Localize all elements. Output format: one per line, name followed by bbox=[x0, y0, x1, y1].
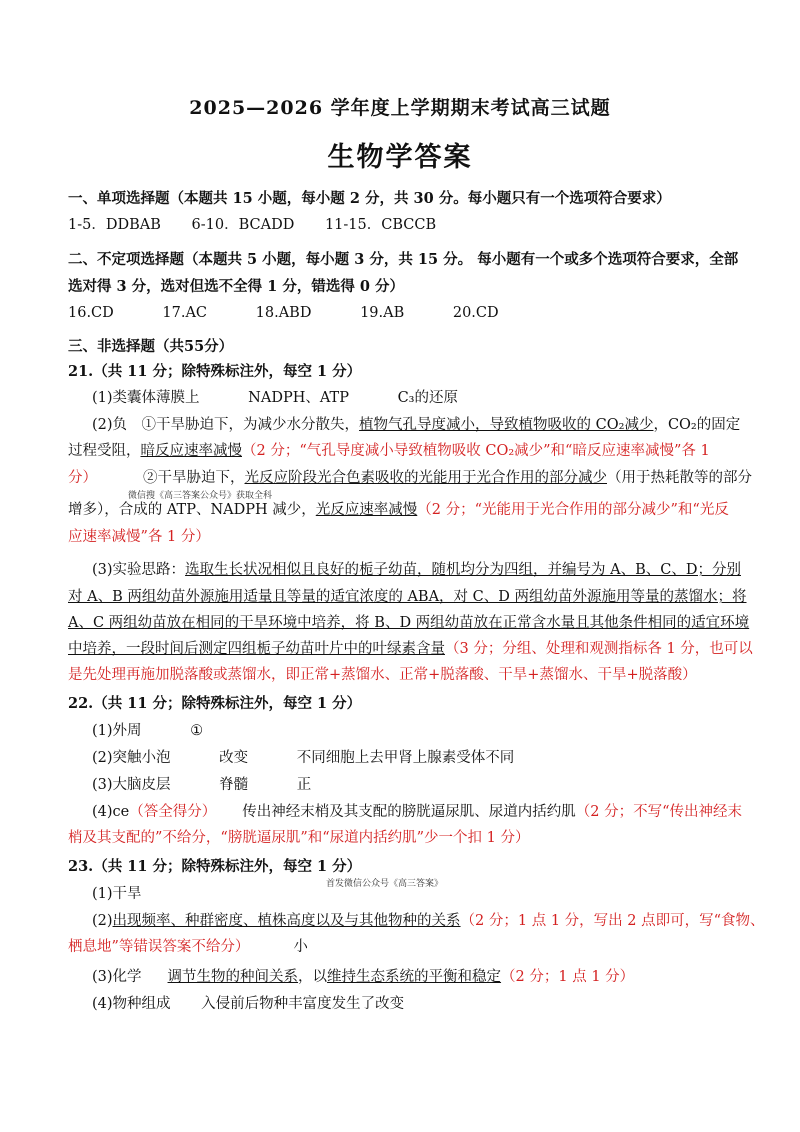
q22-p3-c: 正 bbox=[296, 777, 312, 793]
q21-heading: 21.（共 11 分；除特殊标注外，每空 1 分） bbox=[68, 363, 362, 380]
q22-part2 bbox=[92, 748, 772, 768]
q21-part2-line1 bbox=[92, 415, 772, 435]
q23-part4 bbox=[92, 994, 772, 1014]
q21-p2-text: (2)负 ①干旱胁迫下，为减少水分散失， bbox=[92, 417, 360, 433]
q21-p2-underlined: 暗反应速率减慢 bbox=[140, 443, 242, 459]
q21-p2-text: 增多），合成的 ATP、NADPH 减少， bbox=[68, 502, 316, 518]
answers-11-15: 11-15．CBCCB bbox=[324, 217, 437, 233]
answer-19: 19.AB bbox=[360, 305, 405, 321]
q22-p3-a: (3)大脑皮层 bbox=[92, 777, 171, 793]
section3-heading: 三、非选择题（共55分） bbox=[68, 338, 234, 355]
q21-p1-b: NADPH、ATP bbox=[248, 390, 349, 406]
q21-p2-scoring-note: 分） bbox=[68, 470, 97, 486]
q21-p2-scoring-note: （2 分；“光能用于光合作用的部分减少”和“光反 bbox=[417, 502, 729, 518]
q23-part3 bbox=[92, 967, 772, 987]
q22-part3 bbox=[92, 775, 772, 795]
q21-p2-underlined: 光反应速率减慢 bbox=[315, 502, 418, 518]
q22-p2-a: (2)突触小泡 bbox=[92, 750, 171, 766]
q21-part3-line3: A、C 两组幼苗放在相同的干旱环境中培养，将 B、D 两组幼苗放在正常含水量且其他条件相同的适宜环境 bbox=[68, 615, 750, 631]
q22-p1-a: (1)外周 bbox=[92, 723, 142, 739]
q21-p3-underlined: 中培养，一段时间后测定四组栀子幼苗叶片中的叶绿素含量 bbox=[68, 641, 445, 657]
watermark-text: 微信搜《高三答案公众号》获取全科 bbox=[128, 491, 273, 501]
q22-p4-scoring-note: （答全得分） bbox=[129, 804, 217, 820]
q23-p3-underlined: 调节生物的种间关系 bbox=[167, 969, 299, 985]
q23-p2-text: 小 bbox=[293, 939, 308, 955]
q21-part3-line4 bbox=[68, 639, 753, 659]
answer-18: 18.ABD bbox=[255, 305, 312, 321]
q22-p1-b: ① bbox=[190, 723, 204, 739]
section2-heading-line1: 二、不定项选择题（本题共 5 小题，每小题 3 分，共 15 分。 每小题有一个或多个选项符合要求，全部 bbox=[68, 251, 739, 268]
q23-part2-line2 bbox=[68, 937, 748, 957]
q21-p1-c: C₃的还原 bbox=[397, 390, 458, 406]
q22-p2-b: 改变 bbox=[219, 750, 249, 766]
exam-year-title: 2025—2026 学年度上学期期末考试高三试题 bbox=[189, 97, 611, 119]
q21-part2-line5: 应速率减慢”各 1 分） bbox=[68, 529, 210, 545]
q21-p3-underlined: 选取生长状况相似且良好的栀子幼苗，随机均分为四组，并编号为 A、B、C、D；分别 bbox=[185, 562, 741, 578]
answer-20: 20.CD bbox=[452, 305, 499, 321]
q22-p2-c: 不同细胞上去甲肾上腺素受体不同 bbox=[296, 750, 515, 766]
q23-p4-b: 入侵前后物种丰富度发生了改变 bbox=[201, 996, 405, 1012]
q22-part1 bbox=[92, 721, 772, 741]
section1-answers bbox=[68, 215, 748, 235]
q21-part3-line1 bbox=[92, 560, 772, 580]
q21-p2-underlined: 植物气孔导度减小，导致植物吸收的 CO₂减少 bbox=[359, 417, 654, 433]
q22-p3-b: 脊髓 bbox=[219, 777, 249, 793]
watermark-text: 首发微信公众号《高三答案》 bbox=[326, 879, 444, 889]
q21-part2-line4 bbox=[68, 500, 748, 520]
q21-p2-text: ，CO₂的固定 bbox=[653, 417, 741, 433]
q21-part1 bbox=[92, 388, 772, 408]
q21-p1-a: (1)类囊体薄膜上 bbox=[92, 390, 200, 406]
q23-part2-line1 bbox=[92, 911, 772, 931]
section2-heading-line2: 选对得 3 分，选对但选不全得 1 分，错选得 0 分） bbox=[68, 278, 405, 295]
answer-16: 16.CD bbox=[68, 305, 114, 321]
q22-part4-line1 bbox=[92, 802, 772, 822]
q23-p3-text: ，以 bbox=[298, 969, 328, 985]
q22-p4-text: (4)ce bbox=[92, 804, 130, 820]
section1-heading: 一、单项选择题（本题共 15 小题，每小题 2 分，共 30 分。每小题只有一个选项符合要求） bbox=[68, 190, 671, 207]
q22-p4-text: 传出神经末梢及其支配的膀胱逼尿肌、尿道内括约肌 bbox=[242, 804, 576, 820]
answer-17: 17.AC bbox=[162, 305, 208, 321]
q21-p2-text: （用于热耗散等的部分 bbox=[607, 470, 752, 486]
q23-p2-scoring-note: 栖息地”等错误答案不给分） bbox=[68, 939, 250, 955]
q23-p3-underlined: 维持生态系统的平衡和稳定 bbox=[327, 969, 502, 985]
q23-part1: (1)干旱 bbox=[92, 886, 142, 902]
q21-part2-line2 bbox=[68, 441, 748, 461]
q21-p2-text: 过程受阻， bbox=[68, 443, 141, 459]
q21-p2-underlined: 光反应阶段光合色素吸收的光能用于光合作用的部分减少 bbox=[244, 470, 607, 486]
q21-part3-line5: 是先处理再施加脱落酸或蒸馏水，即正常+蒸馏水、正常+脱落酸、干旱+蒸馏水、干旱+脱落酸） bbox=[68, 667, 697, 683]
q21-p2-text: ②干旱胁迫下， bbox=[143, 470, 245, 486]
q23-p3-text: (3)化学 bbox=[92, 969, 142, 985]
q21-p2-scoring-note: （2 分；“气孔导度减小导致植物吸收 CO₂减少”和“暗反应速率减慢”各 1 bbox=[242, 443, 710, 459]
q21-part3-line2: 对 A、B 两组幼苗外源施用适量且等量的适宜浓度的 ABA，对 C、D 两组幼苗外源施用等量的蒸馏水；将 bbox=[68, 589, 747, 605]
q23-p2-underlined: 出现频率、种群密度、植株高度以及与其他物种的关系 bbox=[112, 913, 461, 929]
q21-p3-text: (3)实验思路： bbox=[92, 562, 186, 578]
q23-heading: 23.（共 11 分；除特殊标注外，每空 1 分） bbox=[68, 858, 362, 875]
q23-p3-scoring-note: （2 分；1 点 1 分） bbox=[501, 969, 635, 985]
q22-p4-scoring-note: （2 分；不写“传出神经末 bbox=[575, 804, 742, 820]
section2-answers bbox=[68, 303, 748, 323]
q22-part4-line2: 梢及其支配的”不给分，“膀胱逼尿肌”和“尿道内括约肌”少一个扣 1 分） bbox=[68, 830, 530, 846]
subject-title: 生物学答案 bbox=[327, 142, 473, 173]
q21-part2-line3 bbox=[68, 468, 752, 488]
q23-p2-scoring-note: （2 分；1 点 1 分，写出 2 点即可，写“食物、 bbox=[460, 913, 765, 929]
q21-p3-scoring-note: （3 分；分组、处理和观测指标各 1 分，也可以 bbox=[445, 641, 753, 657]
q23-p2-text: (2) bbox=[92, 913, 113, 929]
answers-1-5: 1-5．DDBAB bbox=[68, 217, 161, 233]
answers-6-10: 6-10．BCADD bbox=[191, 217, 295, 233]
q22-heading: 22.（共 11 分；除特殊标注外，每空 1 分） bbox=[68, 695, 362, 712]
q23-p4-a: (4)物种组成 bbox=[92, 996, 171, 1012]
